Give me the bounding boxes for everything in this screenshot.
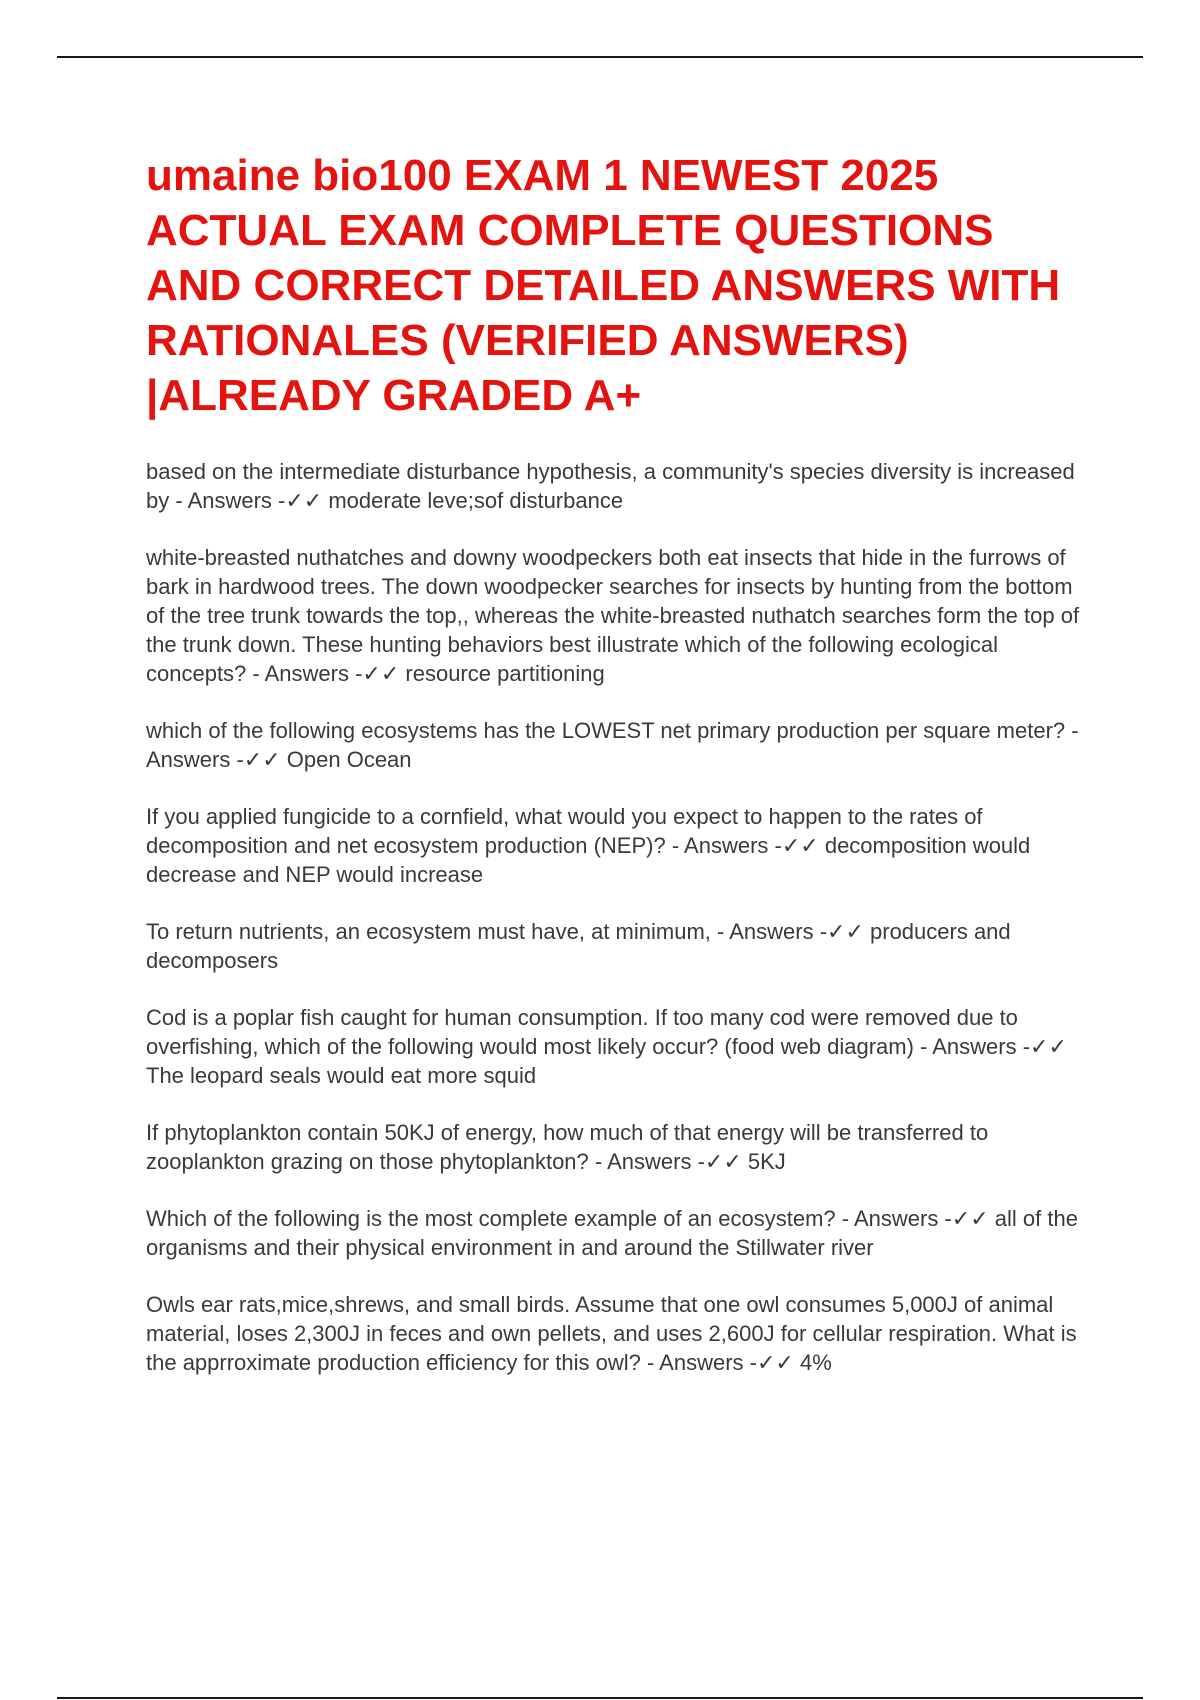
qa-item-2: white-breasted nuthatches and downy woodpeckers both eat insects that hide in the furrows of bark in hardwood trees. The down woodpecker searches for insects by hunting from the bottom of the tree trunk towards the top,, whereas the white-breasted nuthatch searches form the top of the trunk down. These hunting behaviors best illustrate which of the following ecological concepts? - Answers -✓✓ resource partitioning: [146, 545, 1080, 686]
qa-item-1: based on the intermediate disturbance hypothesis, a community's species diversity is increased by - Answers -✓✓ moderate leve;sof disturbance: [146, 459, 1075, 513]
qa-item-3: which of the following ecosystems has the LOWEST net primary production per square meter? - Answers -✓✓ Open Ocean: [146, 718, 1079, 772]
qa-item-4: If you applied fungicide to a cornfield, what would you expect to happen to the rates of decomposition and net ecosystem production (NEP)? - Answers -✓✓ decomposition would decrease and NEP would increase: [146, 804, 1031, 887]
bottom-divider: [57, 1697, 1143, 1699]
qa-item-7: If phytoplankton contain 50KJ of energy, how much of that energy will be transferred to zooplankton grazing on those phytoplankton? - Answers -✓✓ 5KJ: [146, 1120, 989, 1174]
document-body: [146, 148, 1086, 1405]
qa-item-6: Cod is a poplar fish caught for human consumption. If too many cod were removed due to overfishing, which of the following would most likely occur? (food web diagram) - Answers -✓✓ The leopard seals would eat more squid: [146, 1005, 1067, 1088]
qa-item-8: Which of the following is the most complete example of an ecosystem? - Answers -✓✓ all of the organisms and their physical environment in and around the Stillwater river: [146, 1206, 1078, 1260]
document-title: umaine bio100 EXAM 1 NEWEST 2025 ACTUAL EXAM COMPLETE QUESTIONS AND CORRECT DETAILED ANSWERS WITH RATIONALES (VERIFIED ANSWERS) |ALREADY GRADED A+: [146, 151, 1061, 420]
qa-item-5: To return nutrients, an ecosystem must have, at minimum, - Answers -✓✓ producers and decomposers: [146, 919, 1011, 973]
qa-item-9: Owls ear rats,mice,shrews, and small birds. Assume that one owl consumes 5,000J of animal material, loses 2,300J in feces and own pellets, and uses 2,600J for cellular respiration. What is the apprroximate production efficiency for this owl? - Answers -✓✓ 4%: [146, 1292, 1077, 1375]
top-divider: [57, 56, 1143, 58]
